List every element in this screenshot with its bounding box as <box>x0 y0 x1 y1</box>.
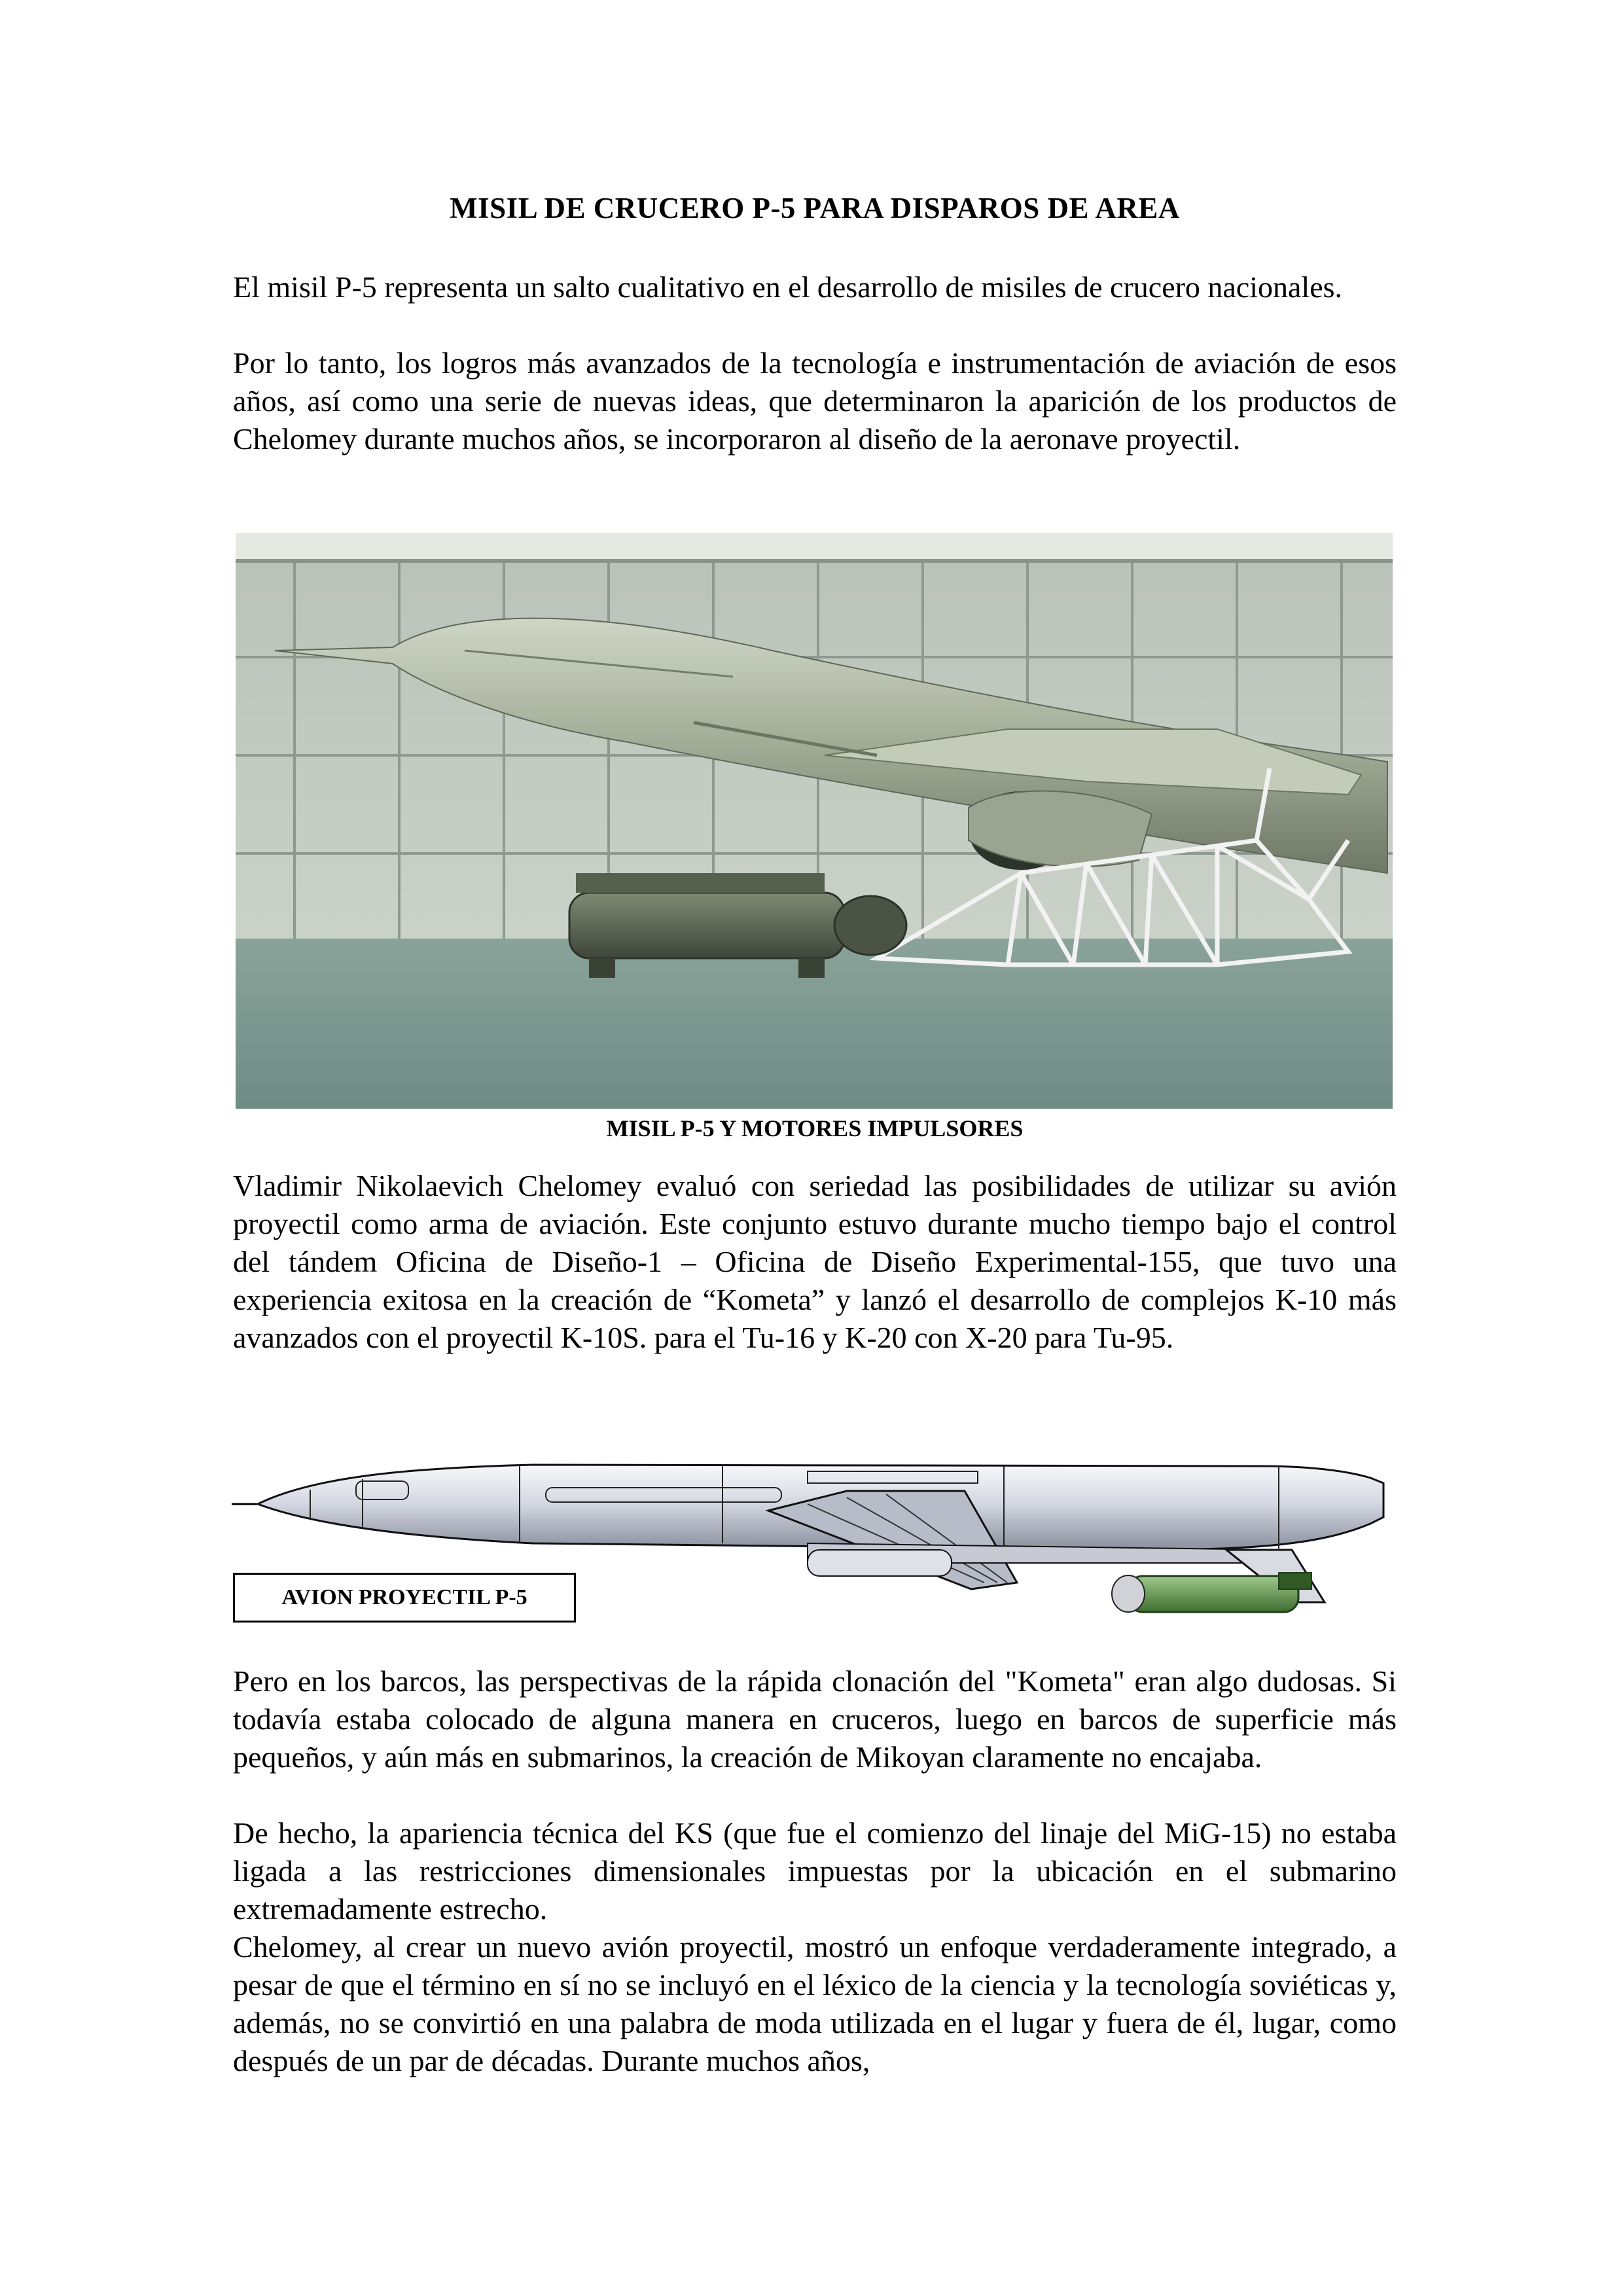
paragraph-5: De hecho, la apariencia técnica del KS (que fue el comienzo del linaje del MiG-15) no estaba ligada a las restricciones dimensionales impuestas por la ubicación en el submarino extremadamente estrecho. <box>233 1816 1397 1926</box>
paragraph-4: Pero en los barcos, las perspectivas de la rápida clonación del "Kometa" eran algo dudosas. Si todavía estaba colocado de alguna manera en cruceros, luego en barcos de superficie más pequeños, y aún más en submarinos, la creación de Mikoyan claramente no encajaba. <box>233 1664 1397 1774</box>
figure2-caption-box: AVION PROYECTIL P-5 <box>233 1573 576 1623</box>
paragraph-1: El misil P-5 representa un salto cualitativo en el desarrollo de misiles de crucero nacionales. <box>233 270 1343 304</box>
paragraph-3: Vladimir Nikolaevich Chelomey evaluó con seriedad las posibilidades de utilizar su avión proyectil como arma de aviación. Este conjunto estuvo durante mucho tiempo bajo el control del tándem Oficina de Diseño-1 – Oficina de Diseño Experimental-155, que tuvo una experiencia exitosa en la creación de “Kometa” y lanzó el desarrollo de complejos K-10 más avanzados con el proyectil K-10S. para el Tu-16 y K-20 con X-20 para Tu-95. <box>233 1169 1397 1354</box>
missile-hangar-photo <box>236 533 1393 1109</box>
paragraph-6: Chelomey, al crear un nuevo avión proyectil, mostró un enfoque verdaderamente integrado, a pesar de que el término en sí no se incluyó en el léxico de la ciencia y la tecnología soviéticas y, además, no se convirtió en una palabra de moda utilizada en el lugar y fuera de él, lugar, como después de un par de décadas. Durante muchos años, <box>233 1930 1397 2077</box>
document-title: MISIL DE CRUCERO P-5 PARA DISPAROS DE AREA <box>450 192 1180 224</box>
figure1-caption: MISIL P-5 Y MOTORES IMPULSORES <box>606 1115 1024 1141</box>
paragraph-2: Por lo tanto, los logros más avanzados de la tecnología e instrumentación de aviación de esos años, así como una serie de nuevas ideas, que determinaron la aparición de los productos de Chelomey durante muchos años, se incorporaron al diseño de la aeronave proyectil. <box>233 346 1397 456</box>
